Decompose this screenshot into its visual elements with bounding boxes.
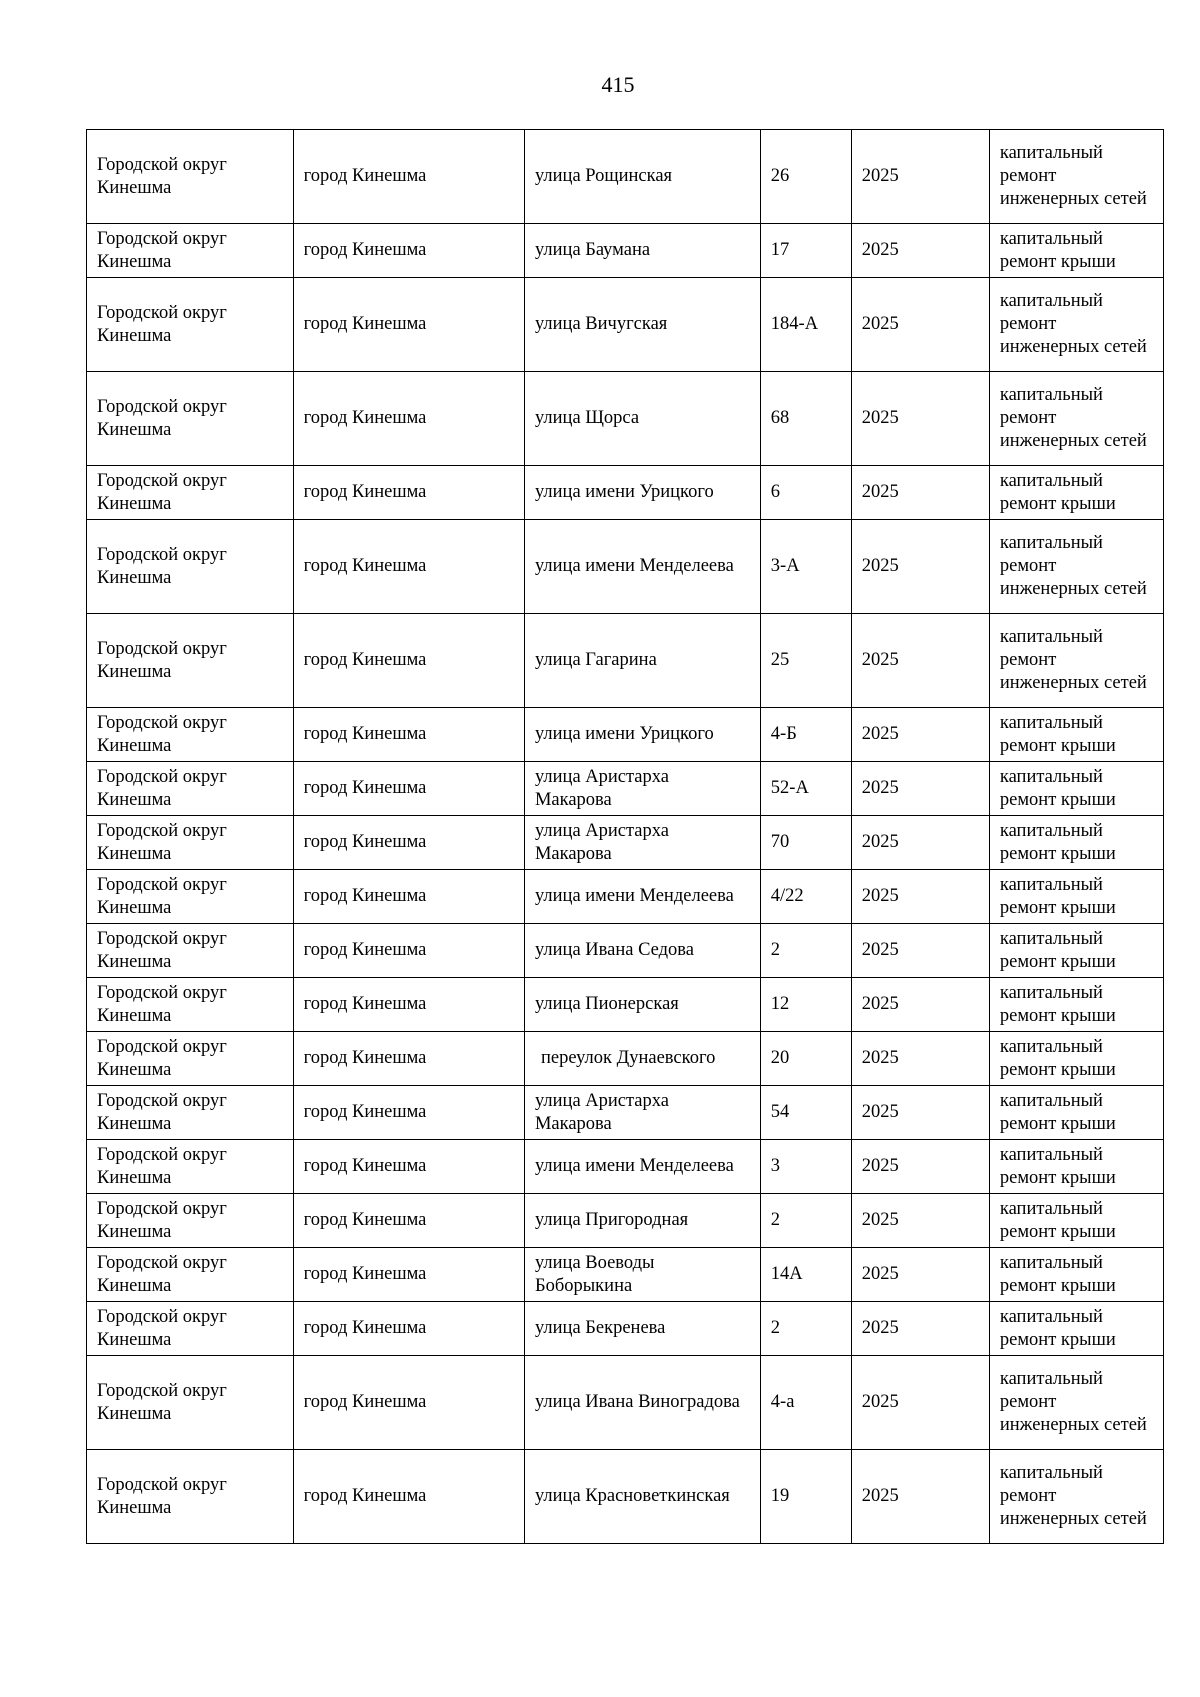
cell-house-number: 19	[760, 1450, 851, 1544]
cell-year: 2025	[851, 278, 989, 372]
table-row	[87, 870, 1164, 924]
cell-year: 2025	[851, 614, 989, 708]
cell-work-type: капитальный ремонт крыши	[989, 1086, 1163, 1140]
cell-district: Городской округ Кинешма	[87, 372, 294, 466]
cell-street: улица имени Урицкого	[524, 708, 760, 762]
cell-city: город Кинешма	[293, 1302, 524, 1356]
cell-work-type: капитальный ремонт крыши	[989, 1302, 1163, 1356]
cell-district: Городской округ Кинешма	[87, 870, 294, 924]
cell-street: улица Щорса	[524, 372, 760, 466]
cell-street: улица Пионерская	[524, 978, 760, 1032]
cell-work-type: капитальный ремонт крыши	[989, 924, 1163, 978]
table-row	[87, 1194, 1164, 1248]
cell-street: улица Ивана Виноградова	[524, 1356, 760, 1450]
cell-house-number: 14А	[760, 1248, 851, 1302]
cell-work-type: капитальный ремонт крыши	[989, 1248, 1163, 1302]
cell-city: город Кинешма	[293, 466, 524, 520]
cell-work-type: капитальный ремонт крыши	[989, 1194, 1163, 1248]
cell-work-type: капитальный ремонт инженерных сетей	[989, 520, 1163, 614]
cell-work-type: капитальный ремонт крыши	[989, 224, 1163, 278]
cell-work-type: капитальный ремонт инженерных сетей	[989, 1356, 1163, 1450]
table-row	[87, 372, 1164, 466]
cell-year: 2025	[851, 1140, 989, 1194]
cell-district: Городской округ Кинешма	[87, 1356, 294, 1450]
cell-street: улица Баумана	[524, 224, 760, 278]
cell-street: улица Бекренева	[524, 1302, 760, 1356]
cell-house-number: 2	[760, 1302, 851, 1356]
cell-district: Городской округ Кинешма	[87, 1302, 294, 1356]
cell-work-type: капитальный ремонт инженерных сетей	[989, 278, 1163, 372]
cell-city: город Кинешма	[293, 1086, 524, 1140]
cell-district: Городской округ Кинешма	[87, 1140, 294, 1194]
cell-work-type: капитальный ремонт крыши	[989, 466, 1163, 520]
cell-district: Городской округ Кинешма	[87, 130, 294, 224]
table-body	[87, 130, 1164, 1544]
cell-street: переулок Дунаевского	[524, 1032, 760, 1086]
cell-district: Городской округ Кинешма	[87, 278, 294, 372]
cell-district: Городской округ Кинешма	[87, 1032, 294, 1086]
cell-year: 2025	[851, 1086, 989, 1140]
cell-house-number: 70	[760, 816, 851, 870]
cell-district: Городской округ Кинешма	[87, 762, 294, 816]
table-row	[87, 708, 1164, 762]
cell-year: 2025	[851, 1302, 989, 1356]
table-row	[87, 1356, 1164, 1450]
cell-street: улица Пригородная	[524, 1194, 760, 1248]
cell-work-type: капитальный ремонт крыши	[989, 1032, 1163, 1086]
cell-district: Городской округ Кинешма	[87, 1248, 294, 1302]
table-row	[87, 1302, 1164, 1356]
cell-work-type: капитальный ремонт крыши	[989, 978, 1163, 1032]
cell-district: Городской округ Кинешма	[87, 978, 294, 1032]
cell-city: город Кинешма	[293, 1194, 524, 1248]
cell-house-number: 2	[760, 1194, 851, 1248]
cell-house-number: 20	[760, 1032, 851, 1086]
table-row	[87, 978, 1164, 1032]
cell-district: Городской округ Кинешма	[87, 708, 294, 762]
cell-year: 2025	[851, 708, 989, 762]
cell-city: город Кинешма	[293, 924, 524, 978]
cell-work-type: капитальный ремонт крыши	[989, 708, 1163, 762]
cell-work-type: капитальный ремонт крыши	[989, 870, 1163, 924]
table-row	[87, 1032, 1164, 1086]
cell-house-number: 26	[760, 130, 851, 224]
table-row	[87, 1248, 1164, 1302]
cell-city: город Кинешма	[293, 372, 524, 466]
cell-year: 2025	[851, 924, 989, 978]
cell-work-type: капитальный ремонт крыши	[989, 816, 1163, 870]
cell-year: 2025	[851, 1356, 989, 1450]
cell-year: 2025	[851, 1194, 989, 1248]
cell-district: Городской округ Кинешма	[87, 466, 294, 520]
cell-city: город Кинешма	[293, 1032, 524, 1086]
cell-work-type: капитальный ремонт инженерных сетей	[989, 372, 1163, 466]
table-row	[87, 1450, 1164, 1544]
cell-work-type: капитальный ремонт инженерных сетей	[989, 130, 1163, 224]
cell-street: улица имени Менделеева	[524, 870, 760, 924]
page-number: 415	[601, 72, 635, 97]
table-row	[87, 924, 1164, 978]
cell-city: город Кинешма	[293, 816, 524, 870]
cell-district: Городской округ Кинешма	[87, 1194, 294, 1248]
cell-city: город Кинешма	[293, 1450, 524, 1544]
cell-district: Городской округ Кинешма	[87, 520, 294, 614]
cell-city: город Кинешма	[293, 614, 524, 708]
cell-work-type: капитальный ремонт инженерных сетей	[989, 1450, 1163, 1544]
table-row	[87, 224, 1164, 278]
cell-city: город Кинешма	[293, 708, 524, 762]
cell-city: город Кинешма	[293, 1356, 524, 1450]
cell-year: 2025	[851, 762, 989, 816]
cell-house-number: 25	[760, 614, 851, 708]
cell-house-number: 6	[760, 466, 851, 520]
table-row	[87, 1086, 1164, 1140]
table-row	[87, 762, 1164, 816]
cell-year: 2025	[851, 1450, 989, 1544]
cell-year: 2025	[851, 466, 989, 520]
housing-repair-table	[86, 129, 1164, 1544]
cell-house-number: 184-А	[760, 278, 851, 372]
table-row	[87, 816, 1164, 870]
cell-year: 2025	[851, 224, 989, 278]
cell-city: город Кинешма	[293, 870, 524, 924]
cell-street: улица имени Урицкого	[524, 466, 760, 520]
cell-city: город Кинешма	[293, 520, 524, 614]
table-row	[87, 278, 1164, 372]
table-row	[87, 520, 1164, 614]
cell-house-number: 17	[760, 224, 851, 278]
cell-street: улица Аристарха Макарова	[524, 762, 760, 816]
cell-work-type: капитальный ремонт крыши	[989, 1140, 1163, 1194]
cell-year: 2025	[851, 816, 989, 870]
cell-year: 2025	[851, 1032, 989, 1086]
cell-year: 2025	[851, 520, 989, 614]
cell-house-number: 12	[760, 978, 851, 1032]
cell-house-number: 4-Б	[760, 708, 851, 762]
cell-house-number: 3-А	[760, 520, 851, 614]
cell-year: 2025	[851, 1248, 989, 1302]
cell-work-type: капитальный ремонт крыши	[989, 762, 1163, 816]
cell-city: город Кинешма	[293, 224, 524, 278]
cell-house-number: 68	[760, 372, 851, 466]
cell-house-number: 52-А	[760, 762, 851, 816]
cell-district: Городской округ Кинешма	[87, 1450, 294, 1544]
cell-work-type: капитальный ремонт инженерных сетей	[989, 614, 1163, 708]
cell-district: Городской округ Кинешма	[87, 816, 294, 870]
cell-district: Городской округ Кинешма	[87, 1086, 294, 1140]
cell-year: 2025	[851, 870, 989, 924]
cell-city: город Кинешма	[293, 978, 524, 1032]
cell-street: улица Вичугская	[524, 278, 760, 372]
cell-district: Городской округ Кинешма	[87, 614, 294, 708]
cell-year: 2025	[851, 372, 989, 466]
cell-district: Городской округ Кинешма	[87, 924, 294, 978]
cell-street: улица Рощинская	[524, 130, 760, 224]
cell-year: 2025	[851, 978, 989, 1032]
cell-street: улица Аристарха Макарова	[524, 816, 760, 870]
table-row	[87, 130, 1164, 224]
cell-street: улица Воеводы Боборыкина	[524, 1248, 760, 1302]
cell-house-number: 4-а	[760, 1356, 851, 1450]
cell-city: город Кинешма	[293, 130, 524, 224]
cell-city: город Кинешма	[293, 1140, 524, 1194]
table-row	[87, 614, 1164, 708]
cell-house-number: 2	[760, 924, 851, 978]
cell-city: город Кинешма	[293, 278, 524, 372]
cell-city: город Кинешма	[293, 762, 524, 816]
table-row	[87, 466, 1164, 520]
cell-street: улица Красноветкинская	[524, 1450, 760, 1544]
cell-year: 2025	[851, 130, 989, 224]
table-row	[87, 1140, 1164, 1194]
cell-street: улица Аристарха Макарова	[524, 1086, 760, 1140]
cell-house-number: 4/22	[760, 870, 851, 924]
cell-street: улица Гагарина	[524, 614, 760, 708]
cell-district: Городской округ Кинешма	[87, 224, 294, 278]
cell-house-number: 3	[760, 1140, 851, 1194]
cell-street: улица имени Менделеева	[524, 1140, 760, 1194]
cell-street: улица имени Менделеева	[524, 520, 760, 614]
cell-city: город Кинешма	[293, 1248, 524, 1302]
cell-street: улица Ивана Седова	[524, 924, 760, 978]
cell-house-number: 54	[760, 1086, 851, 1140]
